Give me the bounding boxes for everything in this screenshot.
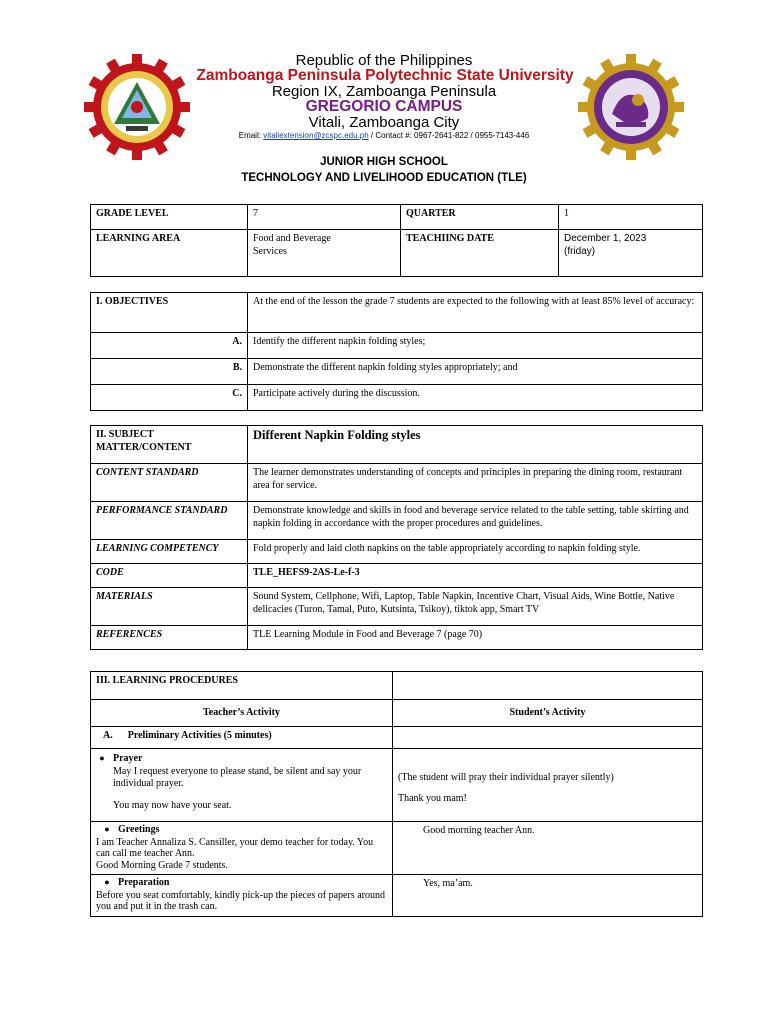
subject-title: TECHNOLOGY AND LIVELIHOOD EDUCATION (TLE) <box>241 172 527 184</box>
bullet-icon: ● <box>99 753 105 763</box>
performance-standard-label: PERFORMANCE STANDARD <box>91 502 248 540</box>
greetings-good-morning: Good Morning Grade 7 students. <box>96 859 228 871</box>
contact-numbers: / Contact #: 0967-2641-822 / 0955-7143-446 <box>368 131 530 140</box>
teaching-date-value <box>559 230 703 277</box>
prayer-student-cell <box>393 749 703 822</box>
teacher-activity-header: Teacher’s Activity <box>91 700 393 727</box>
learning-competency-label: LEARNING COMPETENCY <box>91 540 248 564</box>
prayer-teacher-cell <box>91 749 393 822</box>
materials-value: Sound System, Cellphone, Wifi, Laptop, Table Napkin, Incentive Chart, Visual Aids, Wine Bottle, Native delicacies (Turon, Tamal, Puto, Kutsinta, Tsikoy), tiktok app, Smart TV <box>248 588 703 626</box>
header-university: Zamboanga Peninsula Polytechnic State University <box>196 67 574 84</box>
content-standard-value: The learner demonstrates understanding of concepts and principles in preparing the dining room, restaurant area for service. <box>248 464 703 502</box>
references-value: TLE Learning Module in Food and Beverage 7 (page 70) <box>248 626 703 650</box>
objective-letter: C. <box>91 385 248 411</box>
subject-topic: Different Napkin Folding styles <box>248 426 703 464</box>
greetings-student-cell: Good morning teacher Ann. <box>393 822 703 875</box>
bullet-icon: ● <box>104 877 110 887</box>
procedures-heading-blank <box>393 672 703 700</box>
grade-level-value: 7 <box>248 205 401 230</box>
teaching-date-line1: December 1, 2023 <box>564 233 647 244</box>
code-label: CODE <box>91 564 248 588</box>
learning-area-label: LEARNING AREA <box>91 230 248 277</box>
header-city: Vitali, Zamboanga City <box>308 114 460 131</box>
content-standard-label: CONTENT STANDARD <box>91 464 248 502</box>
student-activity-header: Student’s Activity <box>393 700 703 727</box>
teaching-date-label: TEACHIING DATE <box>401 230 559 277</box>
preparation-title: Preparation <box>118 877 170 888</box>
learning-area-line2: Services <box>253 245 287 257</box>
learning-area-value <box>248 230 401 277</box>
materials-label: MATERIALS <box>91 588 248 626</box>
learning-procedures-table <box>90 671 703 917</box>
email-link[interactable]: vitaliextension@zcspc.edu.ph <box>263 131 369 140</box>
quarter-value: 1 <box>559 205 703 230</box>
objectives-heading: I. OBJECTIVES <box>91 293 248 333</box>
preparation-student-cell: Yes, ma’am. <box>393 875 703 917</box>
learning-area-line1: Food and Beverage <box>253 233 331 244</box>
subject-heading-line1: II. SUBJECT <box>96 429 154 440</box>
preparation-text: Before you seat comfortably, kindly pick-up the pieces of papers around you and put it in the trash can. <box>96 889 385 912</box>
header-region: Region IX, Zamboanga Peninsula <box>271 83 497 100</box>
preparation-teacher-cell <box>91 875 393 917</box>
learning-competency-value: Fold properly and laid cloth napkins on the table appropriately according to napkin folding style. <box>248 540 703 564</box>
references-label: REFERENCES <box>91 626 248 650</box>
prayer-student-text: (The student will pray their individual prayer silently) <box>398 772 614 783</box>
objective-text: Demonstrate the different napkin folding styles appropriately; and <box>248 359 703 385</box>
email-label: Email: <box>238 131 264 140</box>
prayer-text: May I request everyone to please stand, be silent and say your individual prayer. <box>113 765 362 789</box>
subject-matter-heading <box>91 426 248 464</box>
greetings-teacher-cell <box>91 822 393 875</box>
procedures-heading: III. LEARNING PROCEDURES <box>91 672 393 700</box>
objective-letter: B. <box>91 359 248 385</box>
header-campus: GREGORIO CAMPUS <box>305 98 463 115</box>
greetings-title: Greetings <box>118 824 160 835</box>
header-republic: Republic of the Philippines <box>295 52 473 69</box>
subject-matter-table <box>90 425 703 650</box>
quarter-label: QUARTER <box>401 205 559 230</box>
preliminary-activities-label: A. Preliminary Activities (5 minutes) <box>91 727 393 749</box>
header-contact <box>0 131 768 140</box>
school-level-title: JUNIOR HIGH SCHOOL <box>320 156 448 168</box>
grade-level-label: GRADE LEVEL <box>91 205 248 230</box>
preliminary-blank <box>393 727 703 749</box>
bullet-icon: ● <box>104 824 110 834</box>
objective-letter: A. <box>91 333 248 359</box>
info-table <box>90 204 703 277</box>
prayer-title: Prayer <box>113 753 143 764</box>
objectives-table <box>90 292 703 411</box>
performance-standard-value: Demonstrate knowledge and skills in food and beverage service related to the table setting, table skirting and napkin folding in accordance with the proper procedures and guidelines. <box>248 502 703 540</box>
prayer-seat-text: You may now have your seat. <box>113 799 232 811</box>
subject-heading-line2: MATTER/CONTENT <box>96 441 192 453</box>
objective-text: Identify the different napkin folding styles; <box>248 333 703 359</box>
code-value: TLE_HEFS9-2AS-Le-f-3 <box>248 564 703 588</box>
objective-text: Participate actively during the discussion. <box>248 385 703 411</box>
objectives-intro: At the end of the lesson the grade 7 students are expected to the following with at least 85% level of accuracy: <box>248 293 703 333</box>
teaching-date-line2: (friday) <box>564 245 596 257</box>
greetings-text: I am Teacher Annaliza S. Cansiller, your demo teacher for today. You can call me teacher Ann. <box>96 836 374 859</box>
prayer-student-reply: Thank you mam! <box>398 792 467 804</box>
